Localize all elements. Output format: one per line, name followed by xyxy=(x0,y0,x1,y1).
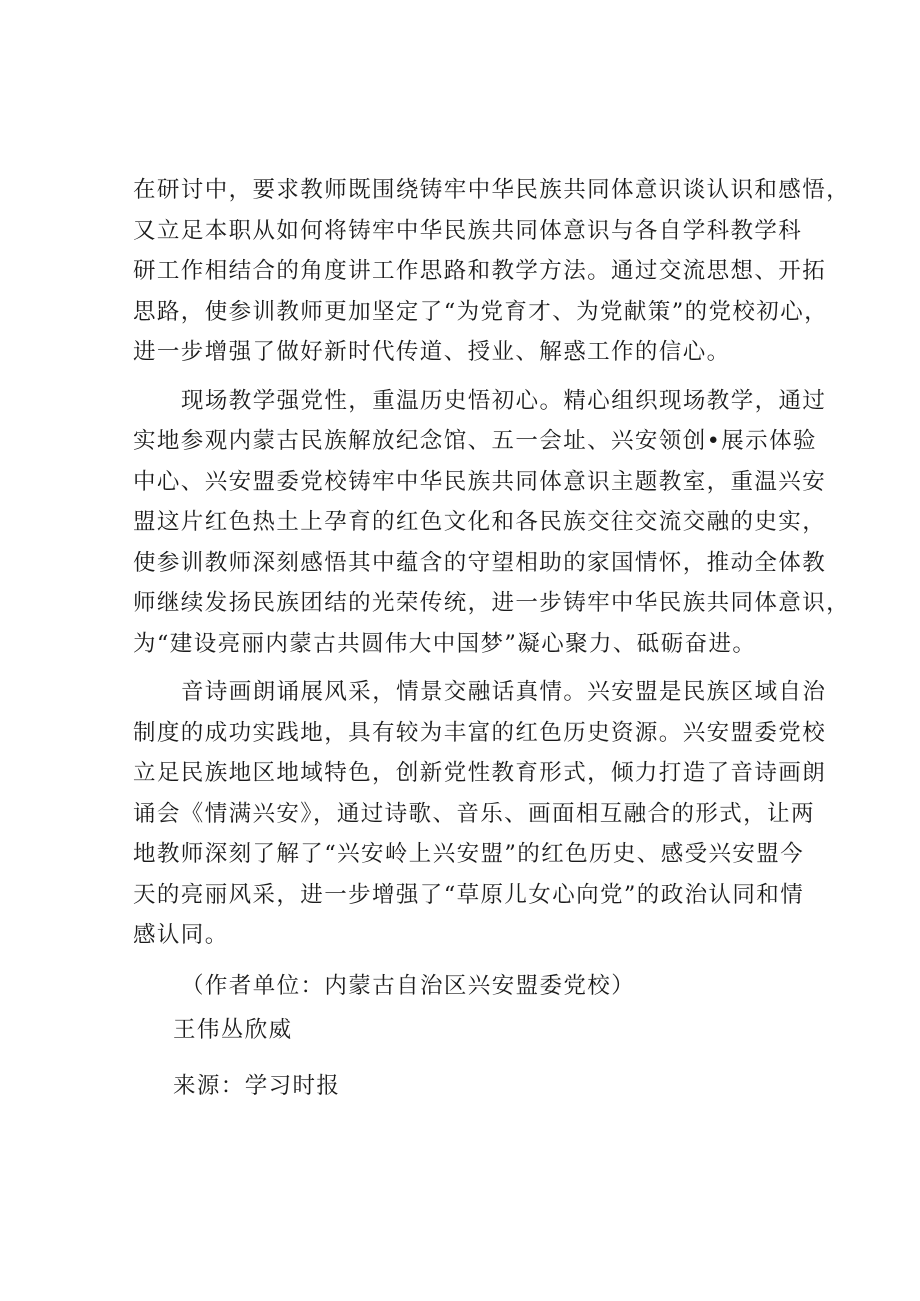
author-affiliation: （作者单位：内蒙古自治区兴安盟委党校） xyxy=(181,972,636,999)
text-line: 现场教学强党性，重温历史悟初心。精心组织现场教学，通过 xyxy=(181,387,827,414)
text-line: 实地参观内蒙古民族解放纪念馆、五一会址、兴安领创•展示体验 xyxy=(133,428,817,454)
author-names: 王伟丛欣威 xyxy=(173,1016,293,1043)
text-line: 在研讨中，要求教师既围绕铸牢中华民族共同体意识谈认识和感悟， xyxy=(133,177,851,203)
text-line: 感认同。 xyxy=(133,922,229,948)
source-line: 来源：学习时报 xyxy=(173,1072,341,1099)
article-body xyxy=(133,170,851,1108)
text-line: 天的亮丽风采，进一步增强了“草原儿女心向党”的政治认同和情 xyxy=(133,881,805,908)
text-line: 地教师深刻了解了“兴安岭上兴安盟”的红色历史、感受兴安盟今 xyxy=(133,841,805,867)
text-line: 思路，使参训教师更加坚定了“为党育才、为党献策”的党校初心， xyxy=(133,298,829,325)
text-line: 进一步增强了做好新时代传道、授业、解惑工作的信心。 xyxy=(133,339,731,365)
text-line: 诵会《情满兴安》，通过诗歌、音乐、画面相互融合的形式，让两 xyxy=(133,800,815,827)
text-line: 为“建设亮丽内蒙古共圆伟大中国梦”凝心聚力、砥砺奋进。 xyxy=(133,630,757,657)
text-line: 使参训教师深刻感悟其中蕴含的守望相助的家国情怀，推动全体教 xyxy=(133,549,827,576)
text-line: 盟这片红色热土上孕育的红色文化和各民族交往交流交融的史实， xyxy=(133,509,827,535)
text-line: 立足民族地区地域特色，创新党性教育形式，倾力打造了音诗画朗 xyxy=(133,760,827,786)
text-line: 研工作相结合的角度讲工作思路和教学方法。通过交流思想、开拓 xyxy=(133,258,827,284)
text-line: 又立足本职从如何将铸牢中华民族共同体意识与各自学科教学科 xyxy=(133,217,803,244)
text-line: 师继续发扬民族团结的光荣传统，进一步铸牢中华民族共同体意识， xyxy=(133,590,851,616)
paragraph-seminar xyxy=(133,170,851,373)
text-line: 制度的成功实践地，具有较为丰富的红色历史资源。兴安盟委党校 xyxy=(133,719,827,746)
text-line: 中心、兴安盟委党校铸牢中华民族共同体意识主题教室，重温兴安 xyxy=(133,468,827,495)
paragraph-onsite-teaching xyxy=(133,381,851,665)
text-line: 音诗画朗诵展风采，情景交融话真情。兴安盟是民族区域自治 xyxy=(181,679,827,705)
paragraph-poetry-recital xyxy=(133,672,827,956)
